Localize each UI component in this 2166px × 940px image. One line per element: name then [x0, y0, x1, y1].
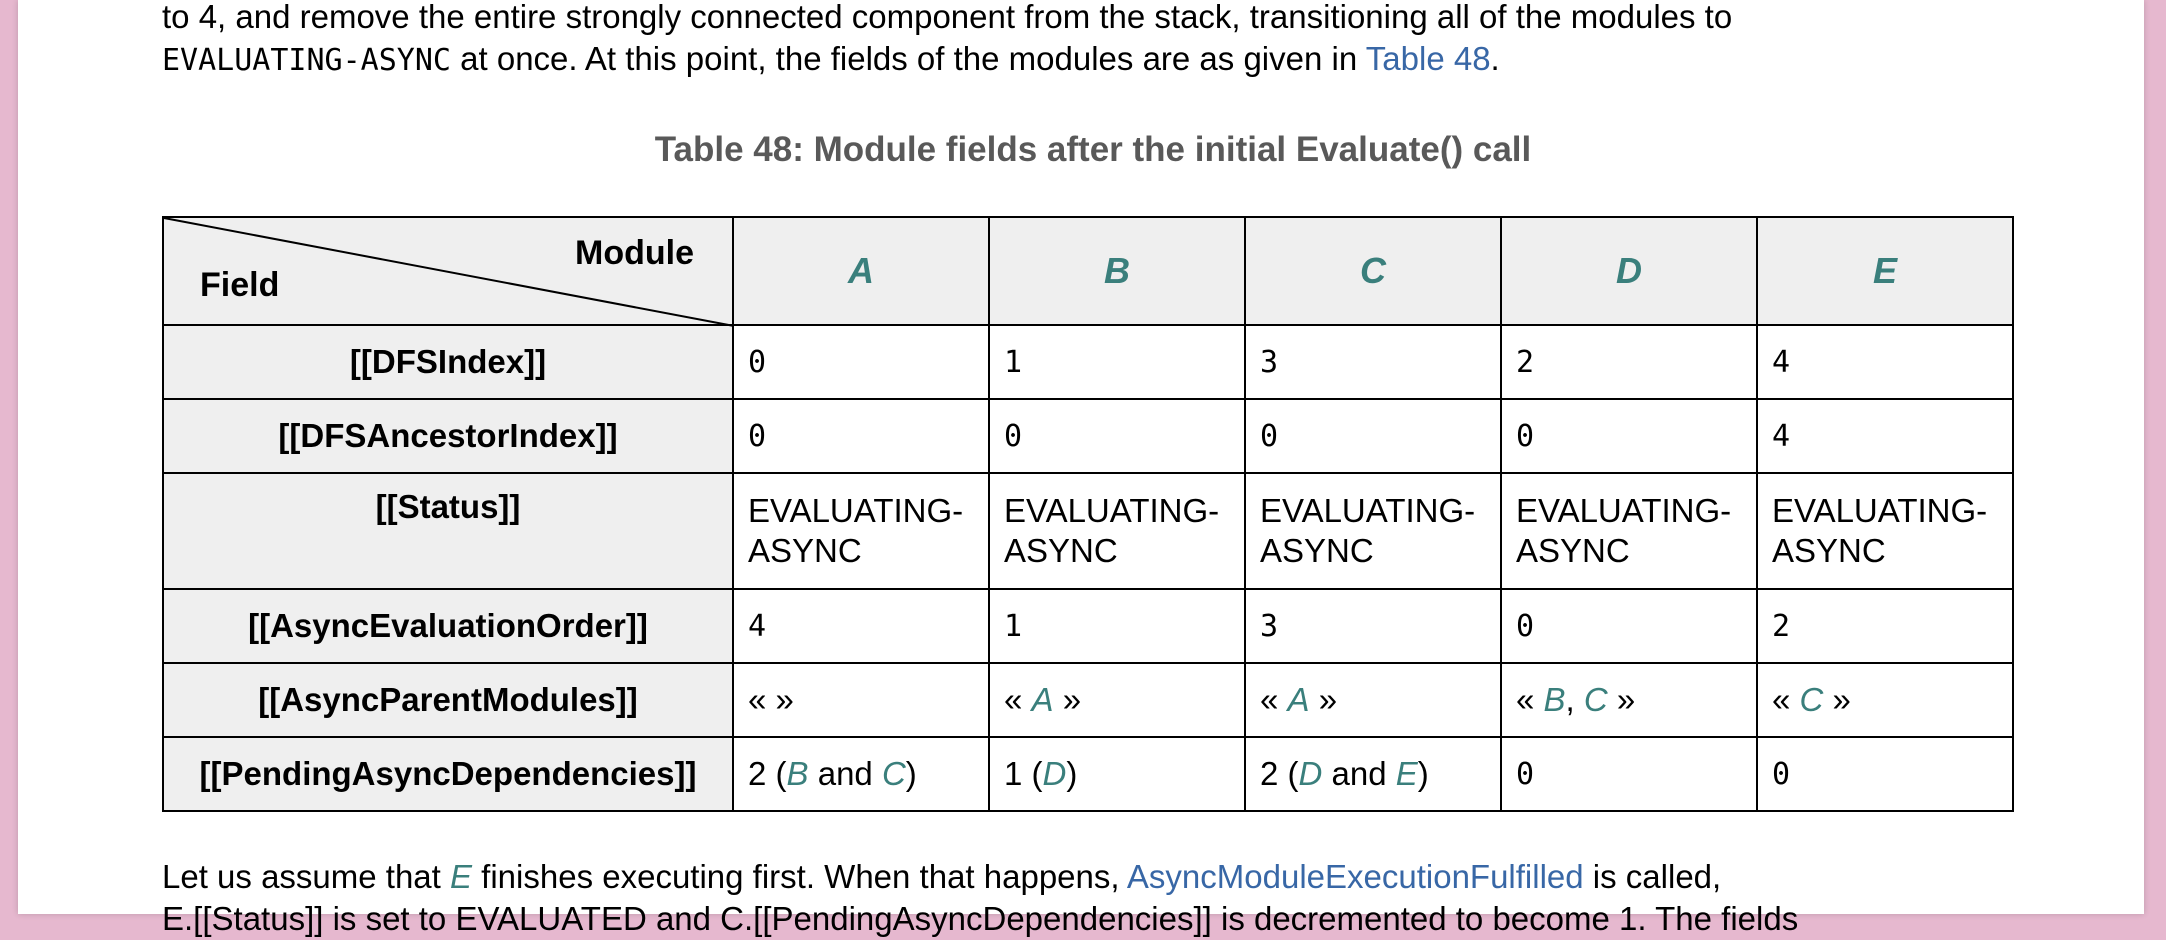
module-ref: E	[1395, 755, 1418, 792]
table-cell	[1245, 663, 1501, 737]
field-name-cell: [[Status]]	[163, 473, 733, 589]
paren-close: )	[1417, 755, 1429, 792]
status-text: EVALUATING- ASYNC	[1004, 492, 1220, 569]
table-cell	[989, 663, 1245, 737]
module-ref: D	[1298, 755, 1323, 792]
module-ref: B	[1543, 681, 1566, 718]
table-cell	[1501, 663, 1757, 737]
module-header-d: D	[1501, 217, 1757, 325]
table-cell	[1245, 737, 1501, 811]
pending-count: 2	[748, 755, 767, 792]
field-name-cell: [[PendingAsyncDependencies]]	[163, 737, 733, 811]
table-row	[163, 325, 2013, 399]
module-ref: A	[1031, 681, 1054, 718]
field-name-cell: [[DFSIndex]]	[163, 325, 733, 399]
table-cell	[733, 663, 989, 737]
table-cell: 0	[733, 325, 989, 399]
table-cell	[733, 737, 989, 811]
paren-open: (	[1022, 755, 1043, 792]
conjunction: and	[1322, 755, 1396, 792]
async-module-execution-fulfilled-link[interactable]: AsyncModuleExecutionFulfilled	[1126, 858, 1584, 895]
corner-field-label: Field	[200, 266, 280, 304]
guillemet-open: «	[1516, 681, 1544, 718]
table-row	[163, 663, 2013, 737]
corner-module-label: Module	[575, 234, 694, 272]
next-suffix: is called,	[1583, 858, 1722, 895]
table-cell: 0	[733, 399, 989, 473]
status-text: EVALUATING- ASYNC	[1260, 492, 1476, 569]
table-cell: 4	[1757, 325, 2013, 399]
pending-count: 2	[1260, 755, 1279, 792]
table-row	[163, 589, 2013, 663]
module-fields-table-container	[162, 216, 1988, 806]
module-ref: C	[1799, 681, 1824, 718]
document-page	[18, 0, 2144, 937]
table-cell: 4	[733, 589, 989, 663]
module-header-e: E	[1757, 217, 2013, 325]
table-row	[163, 737, 2013, 811]
table-cell: 0	[989, 399, 1245, 473]
table-cell: 2	[1757, 589, 2013, 663]
table-cell: 4	[1757, 399, 2013, 473]
module-header-a: A	[733, 217, 989, 325]
status-text: EVALUATING- ASYNC	[748, 492, 964, 569]
table-cell	[989, 473, 1245, 589]
guillemet-open: «	[1260, 681, 1288, 718]
table-row	[163, 473, 2013, 589]
table-cell: 1	[989, 325, 1245, 399]
table-cell: 0	[1245, 399, 1501, 473]
intro-line-2-end: .	[1490, 40, 1500, 77]
table-cell: 2	[1501, 325, 1757, 399]
paren-close: )	[905, 755, 917, 792]
guillemet-open: «	[1772, 681, 1800, 718]
table-cell	[989, 737, 1245, 811]
module-e-reference: E	[450, 858, 473, 895]
module-fields-table	[162, 216, 2014, 812]
table-cell: 0	[1501, 737, 1757, 811]
next-line-2: E.[[Status]] is set to EVALUATED and C.[[PendingAsyncDependencies]] is decremented to become 1. The fields	[162, 900, 1799, 937]
table-cell: 3	[1245, 325, 1501, 399]
conjunction: and	[808, 755, 882, 792]
next-middle: finishes executing first. When that happens,	[472, 858, 1127, 895]
corner-header-cell	[163, 217, 733, 325]
field-name-cell: [[AsyncEvaluationOrder]]	[163, 589, 733, 663]
next-paragraph	[162, 856, 1939, 940]
table-cell	[1245, 473, 1501, 589]
table-header-row	[163, 217, 2013, 325]
intro-line-2-text: at once. At this point, the fields of the modules are as given in	[450, 40, 1366, 77]
guillemet-close: »	[775, 681, 794, 718]
module-header-b: B	[989, 217, 1245, 325]
field-name-cell: [[AsyncParentModules]]	[163, 663, 733, 737]
status-evaluating-async: EVALUATING-ASYNC	[162, 43, 451, 78]
paren-open: (	[1278, 755, 1299, 792]
table-cell: 0	[1501, 399, 1757, 473]
intro-paragraph	[162, 0, 1939, 82]
paren-close: )	[1066, 755, 1078, 792]
intro-line-1: to 4, and remove the entire strongly connected component from the stack, transitioning all of the modules to	[162, 0, 1733, 35]
guillemet-close: »	[1053, 681, 1082, 718]
table-cell	[733, 473, 989, 589]
module-ref: C	[881, 755, 906, 792]
guillemet-close: »	[1607, 681, 1636, 718]
pending-count: 1	[1004, 755, 1023, 792]
table-48-link[interactable]: Table 48	[1365, 40, 1491, 77]
table-cell: 0	[1501, 589, 1757, 663]
paren-open: (	[766, 755, 787, 792]
module-ref: C	[1583, 681, 1608, 718]
table-cell: 0	[1757, 737, 2013, 811]
module-ref: B	[786, 755, 809, 792]
table-row	[163, 399, 2013, 473]
table-cell	[1757, 473, 2013, 589]
table-caption: Table 48: Module fields after the initial Evaluate() call	[654, 130, 1532, 169]
separator: ,	[1565, 681, 1584, 718]
next-prefix: Let us assume that	[162, 858, 450, 895]
module-ref: D	[1042, 755, 1067, 792]
field-name-cell: [[DFSAncestorIndex]]	[163, 399, 733, 473]
module-header-c: C	[1245, 217, 1501, 325]
table-cell	[1757, 663, 2013, 737]
guillemet-close: »	[1309, 681, 1338, 718]
table-cell: 3	[1245, 589, 1501, 663]
table-cell	[1501, 473, 1757, 589]
status-text: EVALUATING- ASYNC	[1516, 492, 1732, 569]
guillemet-close: »	[1823, 681, 1851, 718]
guillemet-open: «	[748, 681, 776, 718]
module-ref: A	[1287, 681, 1310, 718]
status-text: EVALUATING- ASYNC	[1772, 492, 1988, 569]
guillemet-open: «	[1004, 681, 1032, 718]
table-cell: 1	[989, 589, 1245, 663]
